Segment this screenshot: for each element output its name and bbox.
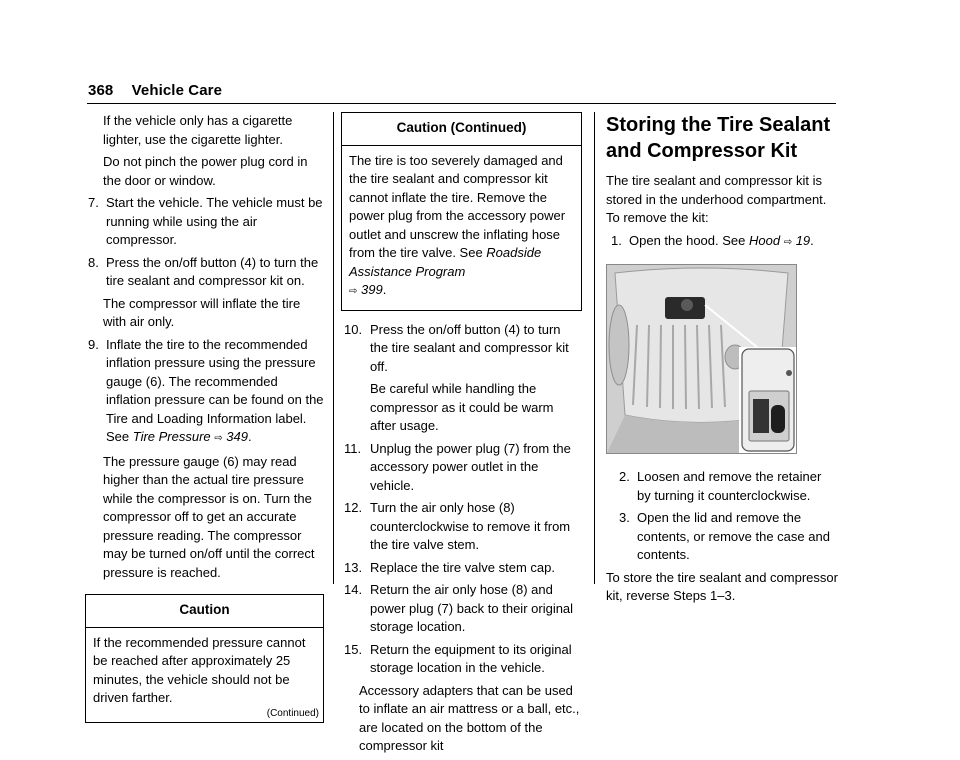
tire-pressure-page-link[interactable]: 349 — [226, 429, 248, 444]
step-10 — [344, 321, 582, 377]
header-rule — [87, 103, 836, 104]
caution-text — [342, 146, 581, 308]
underhood-kit-photo — [606, 264, 797, 454]
step-14 — [344, 581, 582, 637]
punctuation: . — [810, 232, 814, 248]
step-text — [106, 336, 324, 449]
page-header — [88, 82, 222, 99]
step-12 — [344, 499, 582, 555]
column-1 — [88, 112, 324, 723]
step-9 — [88, 336, 324, 449]
step-text: Loosen and remove the retainer by turning it counterclockwise. — [637, 469, 822, 503]
hood-link[interactable]: Hood — [748, 232, 781, 248]
column-divider — [333, 112, 334, 584]
step-text: Press the on/off button (4) to turn the tire sealant and compressor kit off. — [370, 321, 569, 374]
step-15 — [344, 641, 582, 678]
page-number: 368 — [88, 82, 114, 99]
step-text: Open the lid and remove the contents, or remove the case and contents. — [637, 510, 830, 562]
step-number: 9. — [88, 336, 99, 352]
step-text — [629, 232, 838, 253]
step-3 — [606, 509, 838, 565]
step-number: 10. — [344, 321, 363, 337]
step-number: 3. — [619, 510, 630, 525]
column-3 — [606, 112, 838, 610]
step-2 — [606, 468, 838, 505]
step-text: Replace the tire valve stem cap. — [370, 559, 555, 575]
tire-pressure-link[interactable]: Tire Pressure — [132, 429, 211, 444]
step-number: 8. — [88, 254, 99, 270]
roadside-assistance-link[interactable]: Roadside Assistance Program — [349, 245, 542, 279]
page-ref-arrow-icon: ⇨ — [214, 433, 223, 444]
step-7 — [88, 194, 324, 250]
step-text: Press the on/off button (4) to turn the tire sealant and compressor kit on. — [106, 254, 319, 288]
step-text: Turn the air only hose (8) counterclockwise to remove it from the tire valve stem. — [370, 500, 571, 552]
column-2 — [344, 112, 582, 760]
caution-text-body: The tire is too severely damaged and the tire sealant and compressor kit cannot inflate the tire. Remove the power plug from the accessory power outlet and unscrew the inflating hose from the tire valve. See — [349, 152, 566, 260]
step-number: 1. — [611, 232, 622, 248]
step-text-body: Inflate the tire to the recommended inflation pressure using the pressure gauge (6). The recommended inflation pressure can be found on the Tire and Loading Information label. See — [106, 336, 324, 444]
paragraph: Accessory adapters that can be used to inflate an air mattress or a ball, etc., are located on the bottom of the compressor kit — [359, 682, 580, 753]
underhood-kit-illustration — [607, 265, 796, 453]
step-number: 2. — [619, 469, 630, 484]
caution-box — [85, 594, 324, 723]
column-divider — [594, 112, 595, 584]
section-heading: Storing the Tire Sealant and Compressor Kit — [606, 114, 831, 162]
paragraph: The tire sealant and compressor kit is stored in the underhood compartment. To remove the kit: — [606, 173, 827, 225]
section-title: Vehicle Care — [131, 82, 223, 99]
paragraph: If the vehicle only has a cigarette lighter, use the cigarette lighter. — [103, 113, 293, 147]
continued-label: (Continued) — [266, 707, 319, 719]
page-ref-arrow-icon: ⇨ — [783, 236, 793, 248]
paragraph: Do not pinch the power plug cord in the door or window. — [103, 154, 308, 188]
step-text: Start the vehicle. The vehicle must be running while using the air compressor. — [106, 195, 323, 247]
step-number: 7. — [88, 195, 99, 210]
step-number: 14. — [344, 582, 363, 597]
step-text: Unplug the power plug (7) from the accessory power outlet in the vehicle. — [370, 440, 571, 493]
caution-title: Caution (Continued) — [342, 113, 581, 146]
step-number: 11. — [344, 440, 362, 456]
hood-page-link[interactable]: 19 — [795, 232, 811, 248]
step-13 — [344, 559, 582, 578]
page-ref-arrow-icon: ⇨ — [349, 286, 358, 297]
step-number: 13. — [344, 559, 363, 575]
step-1 — [606, 232, 838, 253]
paragraph: Be careful while handling the compressor as it could be warm after usage. — [370, 381, 554, 433]
step-11 — [344, 440, 582, 496]
step-text-body: Open the hood. See — [629, 232, 749, 248]
caution-title: Caution — [86, 595, 323, 628]
paragraph: The compressor will inflate the tire with air only. — [103, 295, 301, 329]
caution-continued-box — [341, 112, 582, 311]
step-number: 12. — [344, 500, 363, 515]
paragraph: The pressure gauge (6) may read higher than the actual tire pressure while the compressor is on. Turn the compressor off to get an accurate pressure reading. The compressor may be turned on/off until the correct pressure is reached. — [103, 453, 315, 580]
punctuation: . — [382, 282, 387, 297]
step-text: Return the air only hose (8) and power plug (7) back to their original storage location. — [370, 582, 574, 634]
paragraph: To store the tire sealant and compressor kit, reverse Steps 1–3. — [606, 569, 838, 603]
step-number: 15. — [344, 641, 363, 657]
punctuation: . — [248, 429, 252, 444]
roadside-assistance-page-link[interactable]: 399 — [361, 282, 383, 297]
step-8 — [88, 254, 324, 291]
step-text: Return the equipment to its original storage location in the vehicle. — [370, 641, 572, 675]
caution-text: If the recommended pressure cannot be reached after approximately 25 minutes, the vehicle should not be driven farther. — [93, 634, 306, 705]
